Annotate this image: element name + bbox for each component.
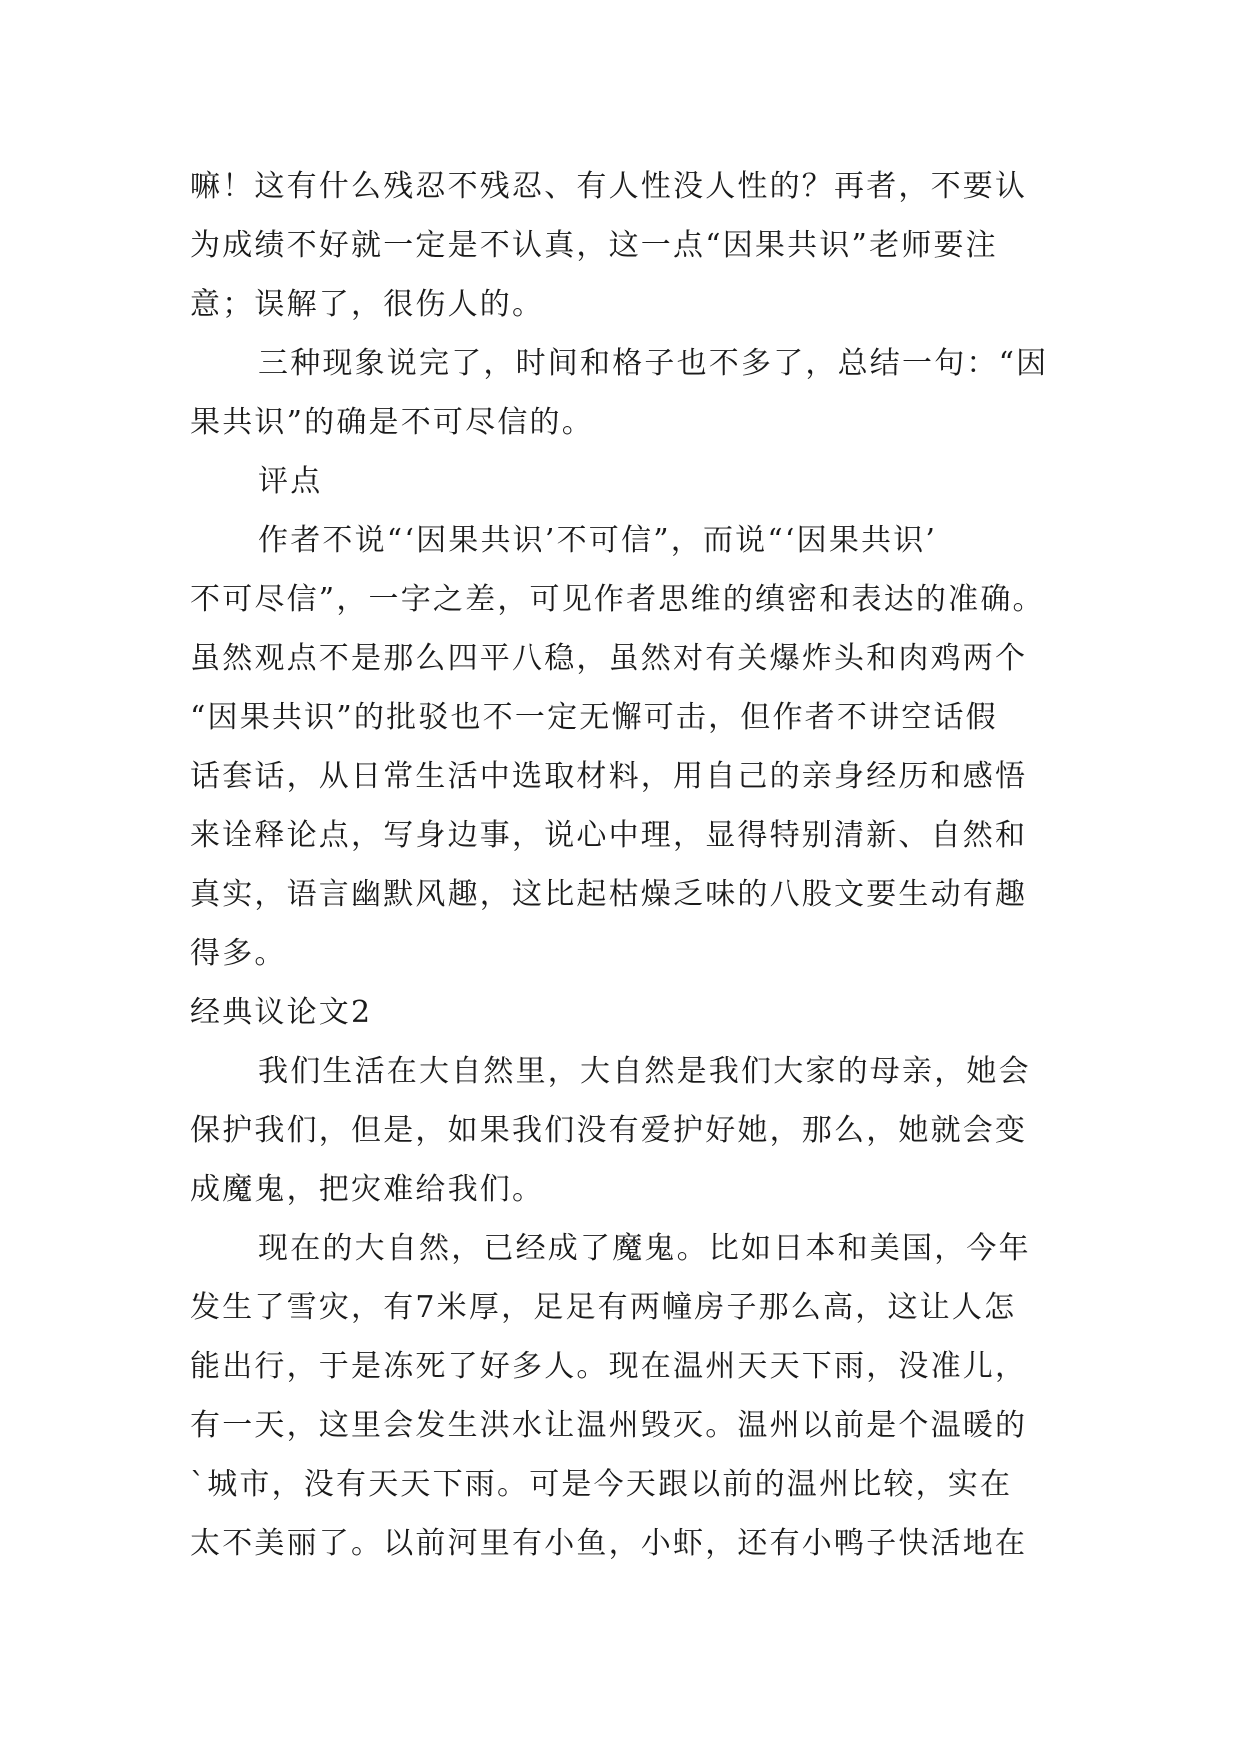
text-line: 我们生活在大自然里，大自然是我们大家的母亲，她会: [258, 1054, 1031, 1089]
text-line: 不可尽信”，一字之差，可见作者思维的缜密和表达的准确。: [190, 582, 1045, 617]
text-line: 话套话，从日常生活中选取材料，用自己的亲身经历和感悟: [190, 759, 1028, 794]
text-line: 意；误解了，很伤人的。: [190, 287, 545, 322]
text-line: “因果共识”的批驳也不一定无懈可击，但作者不讲空话假: [190, 700, 998, 735]
text-line: 得多。: [190, 936, 287, 971]
article-title: 经典议论文2: [190, 995, 373, 1030]
text-line: 太不美丽了。以前河里有小鱼，小虾，还有小鸭子快活地在: [190, 1526, 1028, 1561]
text-line: 嘛！这有什么残忍不残忍、有人性没人性的？再者，不要认: [190, 169, 1028, 204]
text-line: 为成绩不好就一定是不认真，这一点“因果共识”老师要注: [190, 228, 998, 263]
text-line: 虽然观点不是那么四平八稳，虽然对有关爆炸头和肉鸡两个: [190, 641, 1028, 676]
text-line: 保护我们，但是，如果我们没有爱护好她，那么，她就会变: [190, 1113, 1028, 1148]
text-line: 成魔鬼，把灾难给我们。: [190, 1172, 545, 1207]
text-line: 果共识”的确是不可尽信的。: [190, 405, 594, 440]
text-line: 来诠释论点，写身边事，说心中理，显得特别清新、自然和: [190, 818, 1028, 853]
text-line: 发生了雪灾，有7米厚，足足有两幢房子那么高，这让人怎: [190, 1290, 1017, 1325]
text-line: 三种现象说完了，时间和格子也不多了，总结一句：“因: [258, 346, 1049, 381]
text-line: 有一天，这里会发生洪水让温州毁灭。温州以前是个温暖的: [190, 1408, 1028, 1443]
text-line: 真实，语言幽默风趣，这比起枯燥乏味的八股文要生动有趣: [190, 877, 1028, 912]
text-line: `城市，没有天天下雨。可是今天跟以前的温州比较，实在: [190, 1467, 1013, 1502]
section-heading: 评点: [258, 464, 323, 499]
text-line: 现在的大自然，已经成了魔鬼。比如日本和美国，今年: [258, 1231, 1031, 1266]
text-line: 作者不说“‘因果共识’不可信”，而说“‘因果共识’: [258, 523, 938, 558]
text-line: 能出行，于是冻死了好多人。现在温州天天下雨，没准儿，: [190, 1349, 1028, 1384]
